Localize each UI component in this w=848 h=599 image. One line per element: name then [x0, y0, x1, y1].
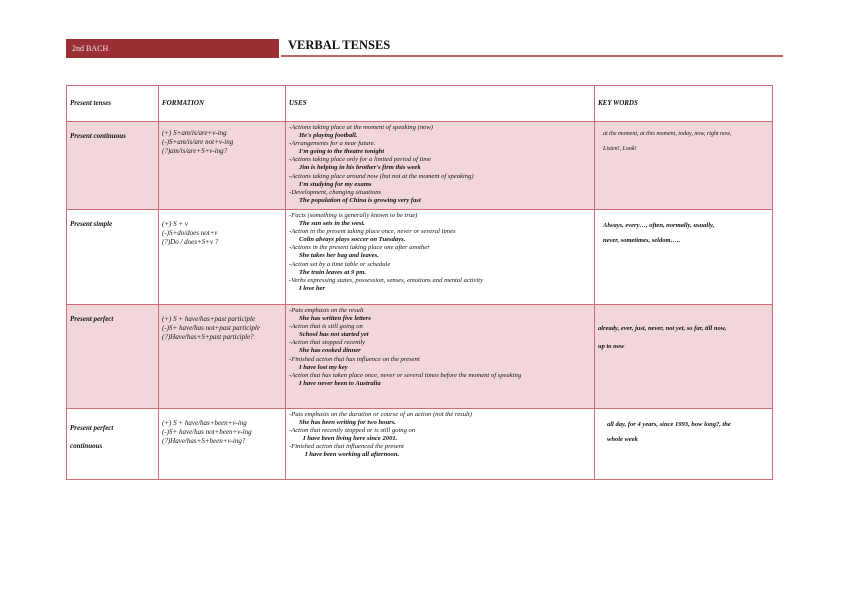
- use-example: I love her: [299, 284, 326, 292]
- uses-cell: [286, 305, 595, 409]
- tenses-table: [66, 85, 773, 480]
- use-description: -Action in the present taking place once, never or several times: [289, 228, 456, 236]
- use-description: -Action set by a time table or schedule: [289, 260, 391, 268]
- use-description: -Verbs expressing states, possession, senses, emotions and mental activity: [289, 276, 484, 284]
- formation-question: (?)am/is/are+S+v-ing?: [162, 147, 228, 155]
- tense-name: Present perfect: [70, 315, 114, 323]
- use-example: Jim is helping in his brother's firm this week: [299, 164, 421, 172]
- use-example: I have been living here since 2001.: [303, 435, 398, 443]
- formation-cell: [159, 409, 286, 480]
- keywords-line: up to now: [598, 343, 625, 350]
- keywords-cell: [595, 409, 773, 480]
- column-header: KEY WORDS: [595, 86, 773, 122]
- header-underline: [281, 55, 783, 57]
- formation-question: (?)Have/has+S+been+v-ing?: [162, 437, 246, 445]
- tense-cell: [67, 122, 159, 210]
- use-description: -Arrangements for a near future.: [289, 140, 376, 148]
- use-example: I'm studying for my exams: [299, 180, 372, 188]
- use-description: -Action that has taken place once, never or several times before the moment of speaking: [289, 371, 522, 379]
- formation-question: (?)Have/has+S+past participle?: [162, 333, 254, 341]
- table-row: [67, 210, 773, 305]
- formation-affirmative: (+) S + have/has+past participle: [162, 315, 256, 323]
- column-header: FORMATION: [159, 86, 286, 122]
- use-description: -Actions taking place at the moment of speaking (now): [289, 124, 433, 131]
- tense-cell: [67, 409, 159, 480]
- use-description: -Action that stopped recently: [289, 339, 366, 347]
- tense-cell: [67, 305, 159, 409]
- use-example: School has not started yet: [299, 331, 369, 339]
- tense-cell: [67, 210, 159, 305]
- use-description: -Development, changing situations: [289, 188, 382, 196]
- use-example: She has written five letters: [299, 315, 371, 323]
- formation-negative: (-)S+ have/has not+past participle: [162, 324, 260, 332]
- keywords-cell: [595, 210, 773, 305]
- column-header: USES: [286, 86, 595, 122]
- use-example: I'm going to the theatre tonight: [299, 148, 385, 156]
- formation-negative: (-)S+am/is/are not+v-ing: [162, 138, 234, 146]
- table-header-row: [67, 86, 773, 122]
- tense-name: Present perfect: [70, 424, 114, 432]
- formation-affirmative: (+) S+am/is/are+v-ing: [162, 129, 227, 137]
- formation-question: (?)Do / does+S+v ?: [162, 238, 219, 246]
- formation-negative: (-)S+do/does not+v: [162, 229, 218, 237]
- keywords-cell: [595, 122, 773, 210]
- uses-cell: [286, 409, 595, 480]
- use-example: She has cooked dinner: [299, 347, 361, 355]
- use-example: I have been working all afternoon.: [305, 451, 400, 459]
- page-title: VERBAL TENSES: [288, 38, 391, 52]
- column-header: Present tenses: [67, 86, 159, 122]
- use-description: -Finished action that influenced the present: [289, 443, 404, 451]
- formation-affirmative: (+) S + v: [162, 220, 188, 228]
- uses-cell: [286, 122, 595, 210]
- keywords-cell: [595, 305, 773, 409]
- formation-cell: [159, 305, 286, 409]
- formation-negative: (-)S+ have/has not+been+v-ing: [162, 428, 252, 436]
- tense-name: Present continuous: [70, 132, 126, 140]
- use-example: Colin always plays soccer on Tuesdays.: [299, 236, 406, 244]
- use-example: She takes her bag and leaves.: [299, 252, 379, 260]
- formation-affirmative: (+) S + have/has+been+v-ing: [162, 419, 247, 427]
- keywords-line: at the moment, at this moment, today, now, right now,: [603, 131, 732, 137]
- keywords-line: Always, every…, often, normally, usually,: [603, 222, 715, 229]
- use-example: He's playing football.: [299, 132, 358, 140]
- tense-name: Present simple: [70, 220, 113, 228]
- use-example: The population of China is growing very fast: [299, 196, 421, 204]
- use-example: The train leaves at 9 pm.: [299, 268, 367, 276]
- use-description: -Puts emphasis on the result: [289, 307, 364, 314]
- use-description: -Actions taking place around now (but not at the moment of speaking): [289, 172, 474, 180]
- keywords-line: already, ever, just, never, not yet, so far, till now,: [598, 325, 727, 332]
- use-description: -Finished action that has influence on the present: [289, 355, 420, 363]
- table-row: [67, 305, 773, 409]
- use-example: She has been writing for two hours.: [299, 419, 396, 427]
- use-description: -Actions in the present taking place one after another: [289, 244, 430, 252]
- use-description: -Facts (something is generally known to be true): [289, 212, 418, 219]
- use-description: -Action that recently stopped or is still going on: [289, 427, 416, 435]
- uses-cell: [286, 210, 595, 305]
- level-label: 2nd BACH: [66, 39, 279, 58]
- table-row: [67, 122, 773, 210]
- use-example: The sun sets in the west.: [299, 220, 365, 228]
- use-example: I have lost my key: [299, 363, 348, 371]
- formation-cell: [159, 122, 286, 210]
- use-description: -Actions taking place only for a limited period of time: [289, 156, 431, 164]
- use-description: -Puts emphasis on the duration or course of an action (not the result): [289, 411, 472, 418]
- tense-name: continuous: [70, 442, 103, 450]
- keywords-line: Listen!, Look!: [603, 146, 637, 152]
- formation-cell: [159, 210, 286, 305]
- keywords-line: never, sometimes, seldom…..: [603, 237, 681, 244]
- table-row: [67, 409, 773, 480]
- keywords-line: whole week: [607, 436, 638, 443]
- keywords-line: all day, for 4 years, since 1993, how long?, the: [607, 421, 731, 428]
- use-example: I have never been to Australia: [299, 379, 381, 387]
- use-description: -Action that is still going on: [289, 323, 363, 331]
